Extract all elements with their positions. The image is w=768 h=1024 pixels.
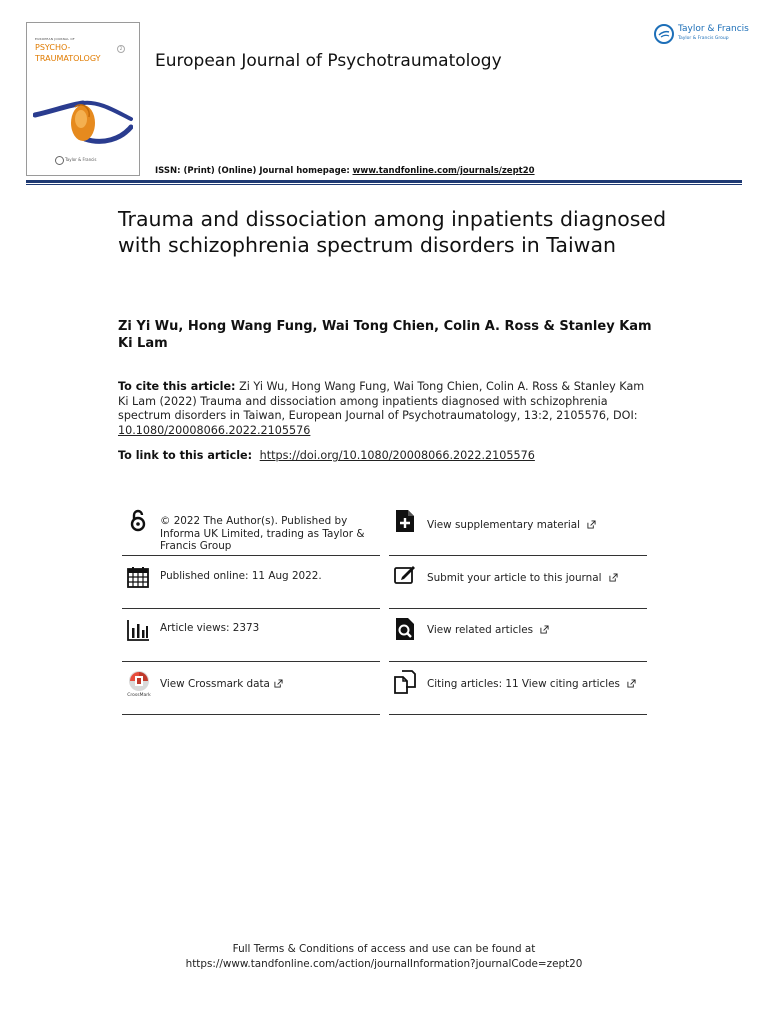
citing-articles-icon xyxy=(393,670,417,694)
submit-article-label: Submit your article to this journal xyxy=(427,572,602,584)
publisher-name: Taylor & Francis xyxy=(678,24,749,34)
citation-label: To cite this article: xyxy=(118,380,236,393)
tf-logo-icon xyxy=(654,24,674,44)
citing-articles-item xyxy=(427,678,649,691)
copyright-text: © 2022 The Author(s). Published by Informa UK Limited, trading as Taylor & Francis Group xyxy=(160,515,365,552)
supplementary-material-item xyxy=(427,519,649,532)
bar-chart-icon xyxy=(126,618,150,642)
related-articles-label: View related articles xyxy=(427,624,534,636)
open-access-notice xyxy=(122,503,380,556)
citing-articles-label: Citing articles: 11 View citing articles xyxy=(427,678,620,690)
footer xyxy=(0,942,768,972)
journal-cover xyxy=(26,22,140,176)
crossmark-label: View Crossmark data xyxy=(160,678,270,690)
external-link-icon xyxy=(587,520,596,529)
related-articles-link[interactable] xyxy=(389,609,647,662)
article-link-line xyxy=(118,449,535,462)
submit-article-item xyxy=(427,572,649,585)
header-rule-thin xyxy=(26,184,742,185)
header-rule xyxy=(26,180,742,183)
supplementary-material-link[interactable] xyxy=(389,503,647,556)
external-link-icon xyxy=(609,573,618,582)
supplementary-material-icon xyxy=(393,509,417,533)
journal-information-link[interactable]: https://www.tandfonline.com/action/journalInformation?journalCode=zept20 xyxy=(185,958,583,970)
publisher-group: Taylor & Francis Group xyxy=(678,36,729,41)
cover-title-line1: PSYCHO- xyxy=(35,43,71,52)
crossmark-link[interactable] xyxy=(122,662,380,715)
external-link-icon xyxy=(540,625,549,634)
published-date: Published online: 11 Aug 2022. xyxy=(160,570,322,582)
crossmark-item xyxy=(160,678,382,691)
article-doi-link[interactable]: https://doi.org/10.1080/20008066.2022.2105576 xyxy=(259,449,535,462)
link-label: To link to this article: xyxy=(118,449,253,462)
citation-block xyxy=(118,380,658,438)
cover-publisher-icon xyxy=(55,156,64,165)
cover-title-line2: TRAUMATOLOGY xyxy=(35,54,101,63)
submit-article-icon xyxy=(393,563,417,587)
journal-homepage-link[interactable]: www.tandfonline.com/journals/zept20 xyxy=(352,166,535,176)
issn-line xyxy=(155,166,535,176)
citation-text: Zi Yi Wu, Hong Wang Fung, Wai Tong Chien, Colin A. Ross & Stanley Kam Ki Lam (2022) Trauma and dissociation among inpatients diagnosed with schizophrenia spectrum disorders in Taiwan, European Journal of Psychotraumatology, 13:2, 2105576, DOI: xyxy=(118,380,645,422)
external-link-icon xyxy=(627,679,636,688)
related-articles-icon xyxy=(393,617,417,641)
cover-small-label: EUROPEAN JOURNAL OF xyxy=(35,37,75,41)
article-title: Trauma and dissociation among inpatients diagnosed with schizophrenia spectrum disorders in Taiwan xyxy=(118,207,667,257)
article-views xyxy=(122,609,380,662)
open-access-icon xyxy=(126,509,150,533)
calendar-icon xyxy=(126,565,150,589)
article-views-count: Article views: 2373 xyxy=(160,622,260,634)
published-online xyxy=(122,556,380,609)
article-info-grid xyxy=(122,503,647,715)
journal-name[interactable]: European Journal of Psychotraumatology xyxy=(155,51,502,71)
supplementary-material-label: View supplementary material xyxy=(427,519,581,531)
publisher-logo[interactable] xyxy=(654,22,749,48)
issn-label: ISSN: (Print) (Online) Journal homepage: xyxy=(155,166,350,176)
citation-doi-link[interactable]: 10.1080/20008066.2022.2105576 xyxy=(118,423,311,437)
related-articles-item xyxy=(427,624,649,637)
svg-text:CrossMark: CrossMark xyxy=(127,693,151,698)
cover-artwork xyxy=(33,71,133,151)
cover-issue-badge: 2 xyxy=(117,45,125,53)
terms-notice: Full Terms & Conditions of access and use can be found at xyxy=(232,943,536,955)
article-authors: Zi Yi Wu, Hong Wang Fung, Wai Tong Chien, Colin A. Ross & Stanley Kam Ki Lam xyxy=(118,319,652,351)
cover-publisher: Taylor & Francis xyxy=(65,157,97,162)
citing-articles-link[interactable] xyxy=(389,662,647,715)
submit-article-link[interactable] xyxy=(389,556,647,609)
external-link-icon xyxy=(274,679,283,688)
crossmark-icon xyxy=(126,670,152,698)
